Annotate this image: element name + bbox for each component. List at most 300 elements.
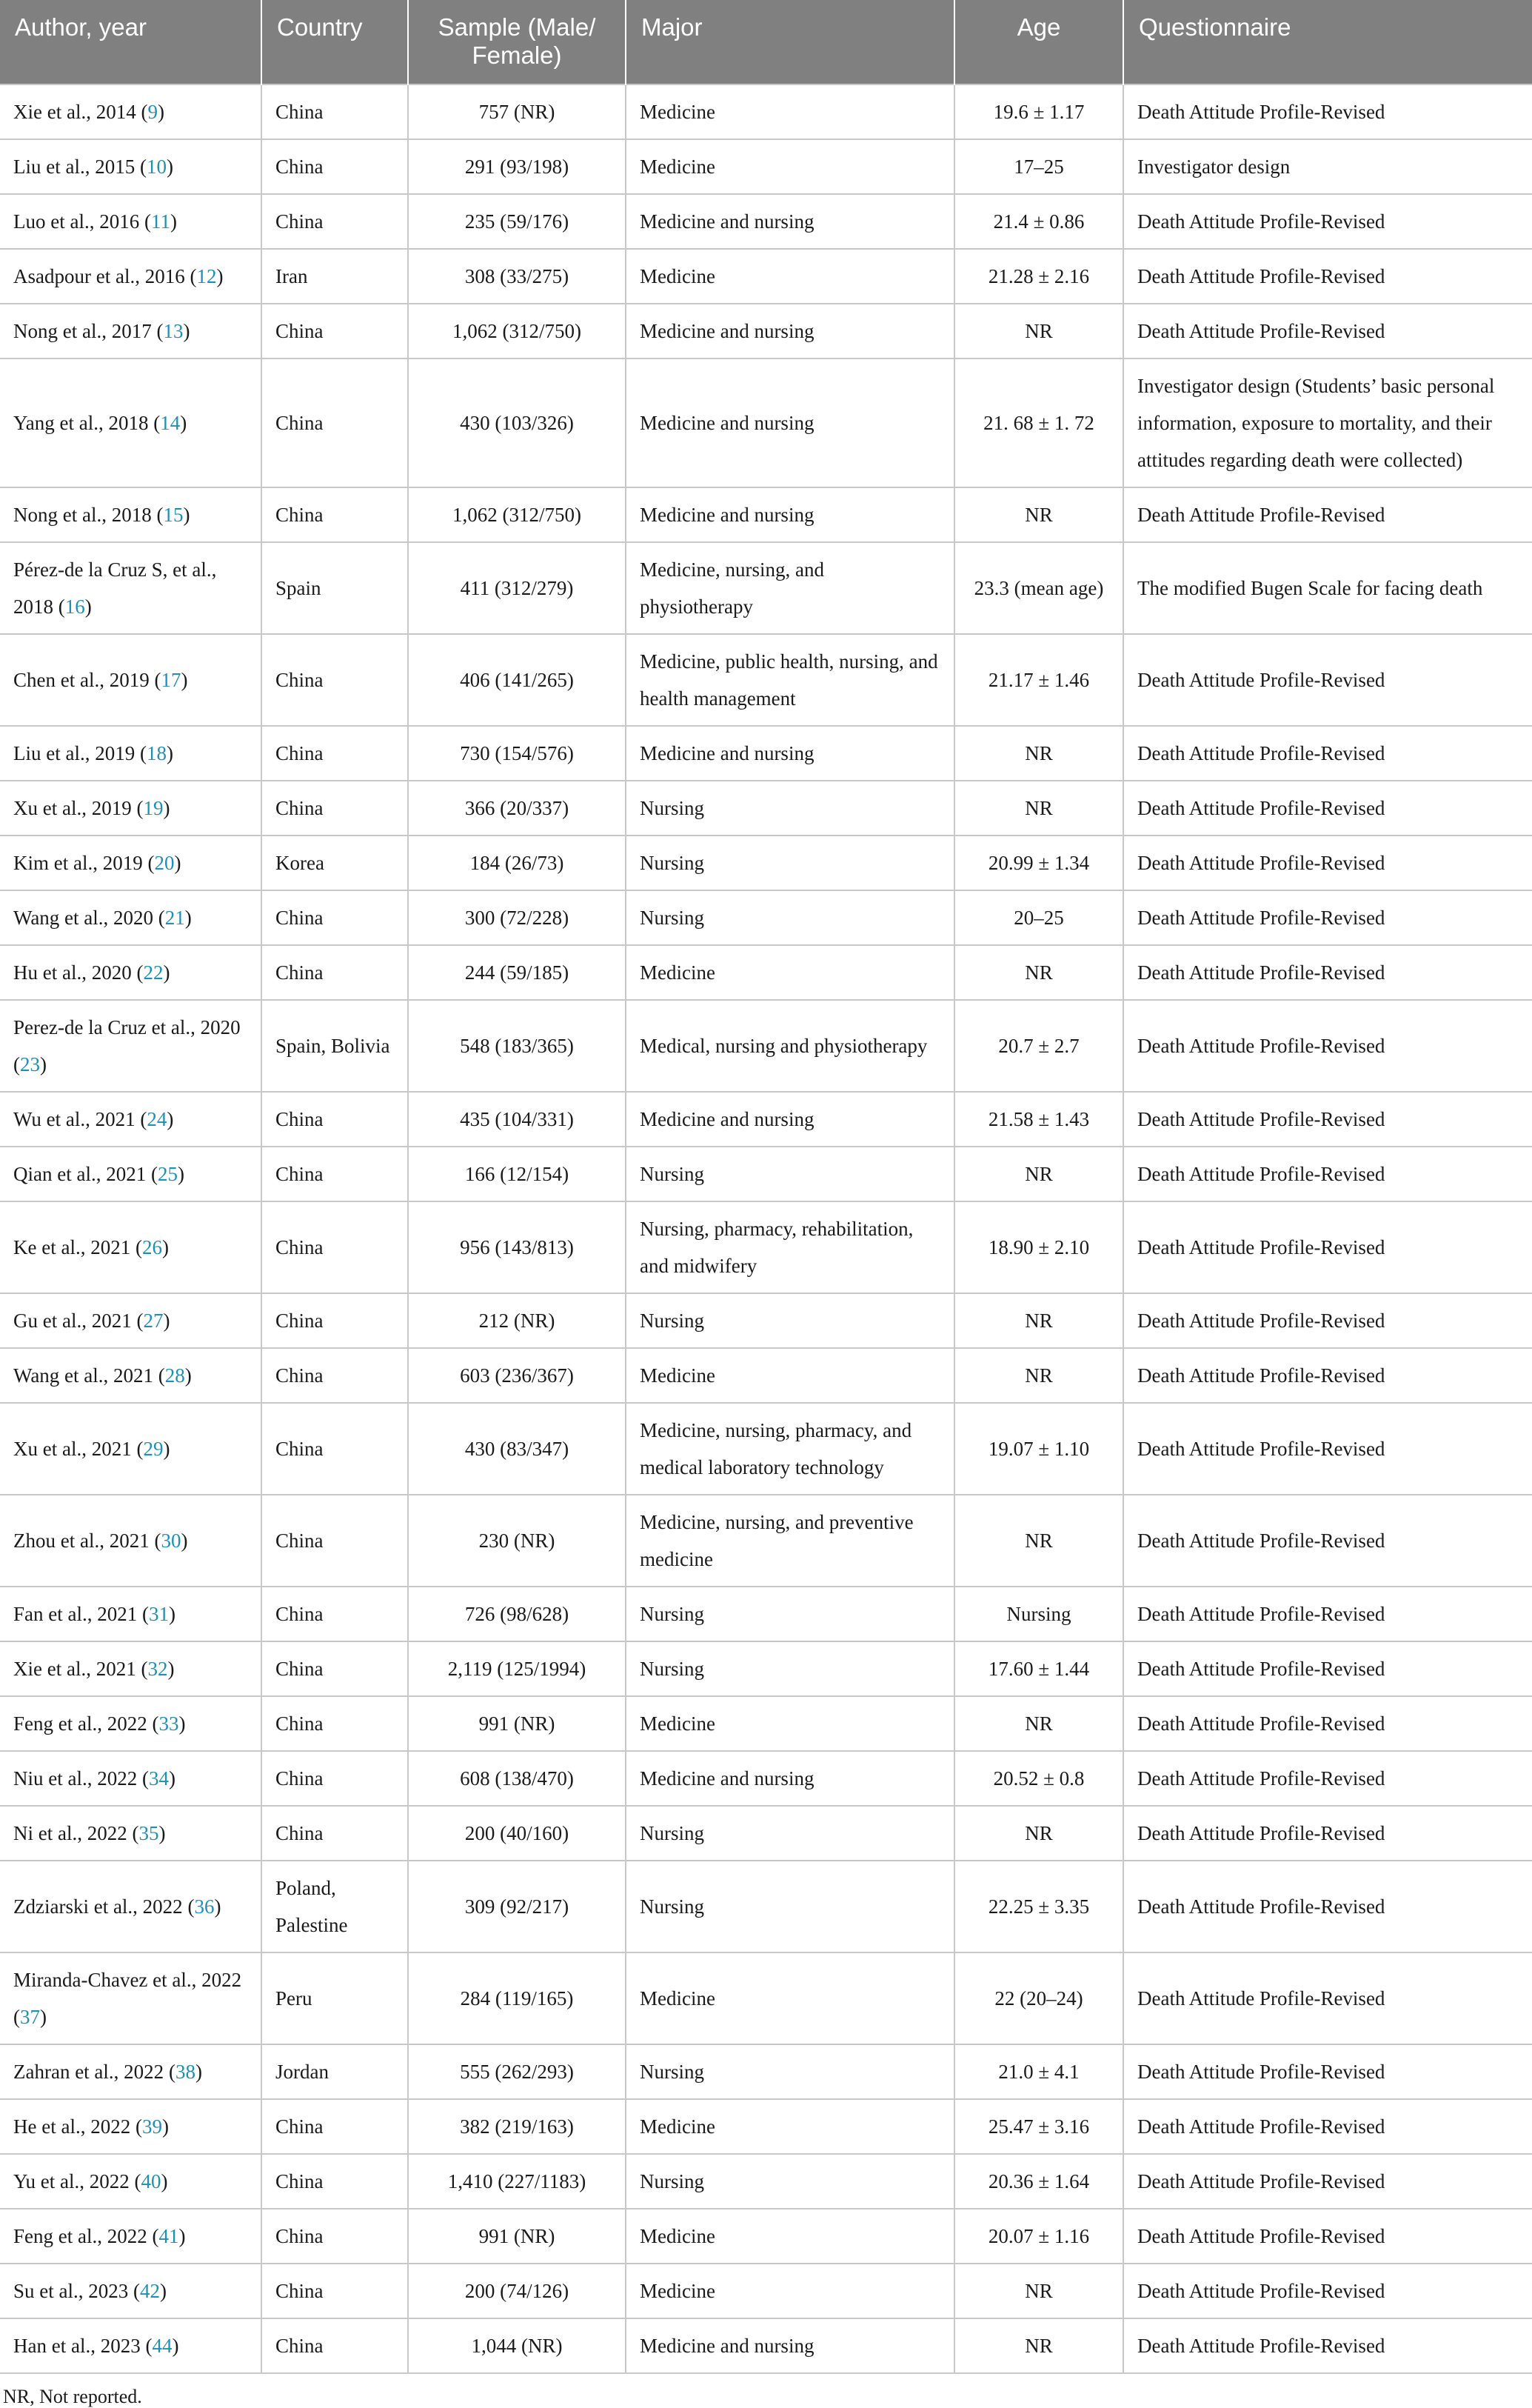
cell-country: China	[261, 2099, 408, 2154]
cell-country: China	[261, 2154, 408, 2209]
cell-age: Nursing	[954, 1587, 1123, 1641]
cell-major: Medicine and nursing	[626, 1092, 954, 1147]
cell-author-year: Luo et al., 2016 (11)	[0, 194, 261, 249]
cell-country: Peru	[261, 1952, 408, 2044]
reference-link[interactable]: 29	[143, 1438, 164, 1460]
cell-major: Nursing	[626, 1587, 954, 1641]
cell-sample: 230 (NR)	[408, 1495, 626, 1587]
cell-sample: 200 (74/126)	[408, 2264, 626, 2318]
table-row	[0, 487, 1532, 542]
cell-country: China	[261, 1806, 408, 1861]
cell-questionnaire: Death Attitude Profile-Revised	[1123, 634, 1532, 726]
author-text: Wang et al., 2020	[13, 907, 154, 929]
author-text: Liu et al., 2015	[13, 156, 136, 178]
table-row	[0, 1201, 1532, 1293]
cell-questionnaire: Death Attitude Profile-Revised	[1123, 249, 1532, 304]
cell-author-year: Liu et al., 2019 (18)	[0, 726, 261, 781]
reference-link[interactable]: 24	[147, 1108, 167, 1130]
table-row	[0, 836, 1532, 890]
cell-major: Medicine	[626, 2209, 954, 2264]
reference-link[interactable]: 9	[147, 101, 158, 123]
table-row	[0, 1348, 1532, 1403]
header-major: Major	[626, 0, 954, 84]
cell-author-year: Xu et al., 2021 (29)	[0, 1403, 261, 1495]
author-text: Niu et al., 2022	[13, 1767, 138, 1790]
cell-age: NR	[954, 2264, 1123, 2318]
cell-country: China	[261, 1696, 408, 1751]
cell-country: Korea	[261, 836, 408, 890]
author-text: Zdziarski et al., 2022	[13, 1895, 183, 1918]
cell-age: 18.90 ± 2.10	[954, 1201, 1123, 1293]
cell-questionnaire: Death Attitude Profile-Revised	[1123, 1092, 1532, 1147]
cell-author-year: Ni et al., 2022 (35)	[0, 1806, 261, 1861]
cell-age: NR	[954, 1696, 1123, 1751]
table-row	[0, 542, 1532, 634]
table-row	[0, 1147, 1532, 1201]
cell-sample: 366 (20/337)	[408, 781, 626, 836]
reference-link[interactable]: 37	[20, 2006, 40, 2028]
author-text: Asadpour et al., 2016	[13, 265, 185, 287]
table-row	[0, 358, 1532, 487]
cell-sample: 166 (12/154)	[408, 1147, 626, 1201]
cell-author-year: Feng et al., 2022 (41)	[0, 2209, 261, 2264]
cell-author-year: Pérez-de la Cruz S, et al., 2018 (16)	[0, 542, 261, 634]
cell-major: Medicine	[626, 2264, 954, 2318]
cell-country: China	[261, 2209, 408, 2264]
cell-questionnaire: Death Attitude Profile-Revised	[1123, 1587, 1532, 1641]
cell-author-year: Liu et al., 2015 (10)	[0, 139, 261, 194]
cell-questionnaire: Death Attitude Profile-Revised	[1123, 836, 1532, 890]
header-questionnaire: Questionnaire	[1123, 0, 1532, 84]
reference-link[interactable]: 14	[160, 412, 181, 434]
cell-major: Medicine and nursing	[626, 358, 954, 487]
cell-sample: 1,062 (312/750)	[408, 304, 626, 358]
cell-age: 22 (20–24)	[954, 1952, 1123, 2044]
cell-questionnaire: Death Attitude Profile-Revised	[1123, 2154, 1532, 2209]
cell-country: China	[261, 1201, 408, 1293]
cell-country: China	[261, 1495, 408, 1587]
cell-country: China	[261, 890, 408, 945]
cell-major: Medicine and nursing	[626, 1751, 954, 1806]
table-row	[0, 2154, 1532, 2209]
reference-link[interactable]: 13	[163, 320, 184, 342]
table-row	[0, 1806, 1532, 1861]
cell-questionnaire: Death Attitude Profile-Revised	[1123, 194, 1532, 249]
table-row	[0, 781, 1532, 836]
cell-major: Nursing	[626, 1641, 954, 1696]
author-text: Nong et al., 2017	[13, 320, 152, 342]
cell-major: Medicine	[626, 249, 954, 304]
cell-sample: 2,119 (125/1994)	[408, 1641, 626, 1696]
cell-age: 19.6 ± 1.17	[954, 84, 1123, 139]
author-text: Gu et al., 2021	[13, 1310, 132, 1332]
cell-country: China	[261, 1751, 408, 1806]
cell-questionnaire: Death Attitude Profile-Revised	[1123, 726, 1532, 781]
reference-link[interactable]: 23	[20, 1053, 40, 1075]
reference-link[interactable]: 25	[157, 1163, 178, 1185]
header-country: Country	[261, 0, 408, 84]
header-sample	[408, 0, 626, 84]
cell-major: Nursing	[626, 2154, 954, 2209]
cell-major: Medicine	[626, 1696, 954, 1751]
cell-questionnaire: Death Attitude Profile-Revised	[1123, 1147, 1532, 1201]
cell-author-year: Chen et al., 2019 (17)	[0, 634, 261, 726]
cell-age: 21.4 ± 0.86	[954, 194, 1123, 249]
cell-sample: 406 (141/265)	[408, 634, 626, 726]
author-text: Xu et al., 2019	[13, 797, 132, 819]
cell-country: China	[261, 1403, 408, 1495]
cell-country: Spain	[261, 542, 408, 634]
cell-author-year: Xu et al., 2019 (19)	[0, 781, 261, 836]
cell-questionnaire: Death Attitude Profile-Revised	[1123, 2264, 1532, 2318]
author-text: Feng et al., 2022	[13, 1712, 147, 1735]
cell-age: 21.58 ± 1.43	[954, 1092, 1123, 1147]
author-text: Ni et al., 2022	[13, 1822, 127, 1844]
cell-questionnaire: Death Attitude Profile-Revised	[1123, 1806, 1532, 1861]
table-row	[0, 139, 1532, 194]
cell-age: NR	[954, 726, 1123, 781]
author-text: Zahran et al., 2022	[13, 2061, 164, 2083]
cell-author-year: He et al., 2022 (39)	[0, 2099, 261, 2154]
cell-country: Jordan	[261, 2044, 408, 2099]
cell-country: Iran	[261, 249, 408, 304]
cell-questionnaire: Death Attitude Profile-Revised	[1123, 781, 1532, 836]
cell-sample: 411 (312/279)	[408, 542, 626, 634]
cell-author-year: Yang et al., 2018 (14)	[0, 358, 261, 487]
cell-questionnaire: Death Attitude Profile-Revised	[1123, 1495, 1532, 1587]
cell-country: Poland, Palestine	[261, 1861, 408, 1952]
cell-sample: 555 (262/293)	[408, 2044, 626, 2099]
cell-age: NR	[954, 304, 1123, 358]
cell-sample: 991 (NR)	[408, 2209, 626, 2264]
cell-country: China	[261, 1092, 408, 1147]
cell-author-year: Wang et al., 2020 (21)	[0, 890, 261, 945]
cell-questionnaire: Investigator design	[1123, 139, 1532, 194]
cell-author-year: Zahran et al., 2022 (38)	[0, 2044, 261, 2099]
cell-author-year: Xie et al., 2021 (32)	[0, 1641, 261, 1696]
cell-major: Nursing	[626, 836, 954, 890]
table-row	[0, 1751, 1532, 1806]
reference-link[interactable]: 31	[148, 1603, 169, 1625]
cell-country: China	[261, 1587, 408, 1641]
cell-sample: 291 (93/198)	[408, 139, 626, 194]
author-text: Miranda-Chavez et al., 2022	[13, 1969, 242, 1991]
reference-link[interactable]: 30	[161, 1530, 181, 1552]
cell-age: 23.3 (mean age)	[954, 542, 1123, 634]
cell-age: 20.36 ± 1.64	[954, 2154, 1123, 2209]
cell-questionnaire: Death Attitude Profile-Revised	[1123, 1641, 1532, 1696]
cell-country: China	[261, 634, 408, 726]
cell-age: NR	[954, 1806, 1123, 1861]
cell-major: Medicine	[626, 1952, 954, 2044]
header-age: Age	[954, 0, 1123, 84]
cell-author-year: Asadpour et al., 2016 (12)	[0, 249, 261, 304]
table-body	[0, 84, 1532, 2373]
cell-questionnaire: Death Attitude Profile-Revised	[1123, 1861, 1532, 1952]
cell-age: NR	[954, 2318, 1123, 2373]
cell-sample: 435 (104/331)	[408, 1092, 626, 1147]
reference-link[interactable]: 38	[175, 2061, 195, 2083]
cell-sample: 991 (NR)	[408, 1696, 626, 1751]
cell-age: 20–25	[954, 890, 1123, 945]
author-text: Feng et al., 2022	[13, 2225, 147, 2247]
cell-country: China	[261, 358, 408, 487]
reference-link[interactable]: 34	[148, 1767, 169, 1790]
author-text: Xie et al., 2021	[13, 1658, 136, 1680]
reference-link[interactable]: 21	[164, 907, 185, 929]
author-text: Perez-de la Cruz et al., 2020	[13, 1016, 241, 1038]
cell-major: Nursing	[626, 1147, 954, 1201]
header-row	[0, 0, 1532, 84]
table-row	[0, 945, 1532, 1000]
reference-link[interactable]: 19	[143, 797, 164, 819]
cell-major: Medicine and nursing	[626, 726, 954, 781]
cell-questionnaire: Death Attitude Profile-Revised	[1123, 1348, 1532, 1403]
table-row	[0, 1092, 1532, 1147]
reference-link[interactable]: 28	[164, 1364, 185, 1387]
cell-age: 17.60 ± 1.44	[954, 1641, 1123, 1696]
cell-questionnaire: The modified Bugen Scale for facing death	[1123, 542, 1532, 634]
cell-questionnaire: Death Attitude Profile-Revised	[1123, 2318, 1532, 2373]
reference-link[interactable]: 27	[143, 1310, 164, 1332]
cell-country: China	[261, 726, 408, 781]
cell-questionnaire: Death Attitude Profile-Revised	[1123, 2099, 1532, 2154]
cell-age: 19.07 ± 1.10	[954, 1403, 1123, 1495]
reference-link[interactable]: 12	[196, 265, 217, 287]
table-row	[0, 1952, 1532, 2044]
table-row	[0, 1641, 1532, 1696]
table-footnote: NR, Not reported.	[3, 2386, 142, 2407]
cell-sample: 284 (119/165)	[408, 1952, 626, 2044]
cell-country: China	[261, 304, 408, 358]
cell-age: NR	[954, 781, 1123, 836]
cell-sample: 1,062 (312/750)	[408, 487, 626, 542]
cell-author-year: Fan et al., 2021 (31)	[0, 1587, 261, 1641]
table-row	[0, 1403, 1532, 1495]
cell-sample: 184 (26/73)	[408, 836, 626, 890]
cell-major: Medicine	[626, 2099, 954, 2154]
author-text: Fan et al., 2021	[13, 1603, 138, 1625]
reference-link[interactable]: 16	[64, 596, 85, 618]
table-row	[0, 1293, 1532, 1348]
cell-major: Medicine and nursing	[626, 487, 954, 542]
cell-questionnaire: Death Attitude Profile-Revised	[1123, 487, 1532, 542]
cell-age: 17–25	[954, 139, 1123, 194]
cell-author-year: Qian et al., 2021 (25)	[0, 1147, 261, 1201]
cell-author-year: Su et al., 2023 (42)	[0, 2264, 261, 2318]
cell-major: Medicine and nursing	[626, 2318, 954, 2373]
cell-age: 21.0 ± 4.1	[954, 2044, 1123, 2099]
reference-link[interactable]: 20	[154, 852, 175, 874]
cell-sample: 548 (183/365)	[408, 1000, 626, 1092]
cell-sample: 603 (236/367)	[408, 1348, 626, 1403]
cell-major: Medicine	[626, 945, 954, 1000]
cell-author-year: Kim et al., 2019 (20)	[0, 836, 261, 890]
cell-country: China	[261, 781, 408, 836]
cell-major: Nursing, pharmacy, rehabilitation, and midwifery	[626, 1201, 954, 1293]
author-text: Pérez-de la Cruz S, et al., 2018	[13, 558, 217, 618]
cell-sample: 200 (40/160)	[408, 1806, 626, 1861]
table-header	[0, 0, 1532, 84]
reference-link[interactable]: 35	[138, 1822, 159, 1844]
cell-author-year: Hu et al., 2020 (22)	[0, 945, 261, 1000]
reference-link[interactable]: 41	[158, 2225, 179, 2247]
cell-country: China	[261, 1348, 408, 1403]
reference-link[interactable]: 32	[147, 1658, 168, 1680]
table-row	[0, 2264, 1532, 2318]
cell-author-year: Nong et al., 2017 (13)	[0, 304, 261, 358]
cell-major: Nursing	[626, 2044, 954, 2099]
cell-country: China	[261, 2318, 408, 2373]
author-text: He et al., 2022	[13, 2115, 131, 2138]
cell-age: 20.52 ± 0.8	[954, 1751, 1123, 1806]
author-text: Ke et al., 2021	[13, 1236, 131, 1258]
table-row	[0, 890, 1532, 945]
cell-author-year: Miranda-Chavez et al., 2022 (37)	[0, 1952, 261, 2044]
cell-questionnaire: Death Attitude Profile-Revised	[1123, 945, 1532, 1000]
author-text: Wang et al., 2021	[13, 1364, 154, 1387]
cell-age: NR	[954, 1348, 1123, 1403]
cell-major: Medicine and nursing	[626, 194, 954, 249]
cell-country: China	[261, 1293, 408, 1348]
cell-major: Medicine, nursing, pharmacy, and medical laboratory technology	[626, 1403, 954, 1495]
cell-author-year: Ke et al., 2021 (26)	[0, 1201, 261, 1293]
cell-questionnaire: Death Attitude Profile-Revised	[1123, 890, 1532, 945]
cell-questionnaire: Death Attitude Profile-Revised	[1123, 84, 1532, 139]
reference-link[interactable]: 26	[141, 1236, 162, 1258]
author-text: Yang et al., 2018	[13, 412, 149, 434]
author-text: Kim et al., 2019	[13, 852, 143, 874]
cell-major: Medicine, nursing, and physiotherapy	[626, 542, 954, 634]
table-row	[0, 1861, 1532, 1952]
cell-author-year: Gu et al., 2021 (27)	[0, 1293, 261, 1348]
cell-author-year: Wu et al., 2021 (24)	[0, 1092, 261, 1147]
cell-major: Medicine	[626, 1348, 954, 1403]
author-text: Xu et al., 2021	[13, 1438, 132, 1460]
cell-age: NR	[954, 945, 1123, 1000]
cell-sample: 757 (NR)	[408, 84, 626, 139]
table-row	[0, 194, 1532, 249]
reference-link[interactable]: 33	[158, 1712, 179, 1735]
reference-link[interactable]: 39	[141, 2115, 162, 2138]
table-row	[0, 1696, 1532, 1751]
cell-major: Nursing	[626, 781, 954, 836]
author-text: Luo et al., 2016	[13, 210, 140, 233]
table-row	[0, 634, 1532, 726]
cell-questionnaire: Death Attitude Profile-Revised	[1123, 1751, 1532, 1806]
cell-major: Nursing	[626, 890, 954, 945]
cell-author-year: Nong et al., 2018 (15)	[0, 487, 261, 542]
cell-age: 21.28 ± 2.16	[954, 249, 1123, 304]
cell-major: Medicine	[626, 139, 954, 194]
cell-age: NR	[954, 487, 1123, 542]
reference-link[interactable]: 42	[140, 2280, 160, 2302]
reference-link[interactable]: 10	[146, 156, 167, 178]
cell-author-year: Perez-de la Cruz et al., 2020 (23)	[0, 1000, 261, 1092]
header-sample-label: Sample (Male/ Female)	[438, 13, 596, 69]
table-row	[0, 2318, 1532, 2373]
cell-country: Spain, Bolivia	[261, 1000, 408, 1092]
cell-author-year: Feng et al., 2022 (33)	[0, 1696, 261, 1751]
cell-country: China	[261, 1641, 408, 1696]
cell-sample: 308 (33/275)	[408, 249, 626, 304]
table-row	[0, 84, 1532, 139]
table-row	[0, 304, 1532, 358]
cell-age: 20.07 ± 1.16	[954, 2209, 1123, 2264]
author-text: Chen et al., 2019	[13, 669, 150, 691]
reference-link[interactable]: 18	[146, 742, 167, 764]
cell-sample: 212 (NR)	[408, 1293, 626, 1348]
cell-questionnaire: Death Attitude Profile-Revised	[1123, 304, 1532, 358]
cell-age: NR	[954, 1495, 1123, 1587]
author-text: Zhou et al., 2021	[13, 1530, 150, 1552]
cell-questionnaire: Death Attitude Profile-Revised	[1123, 1952, 1532, 2044]
cell-major: Medicine	[626, 84, 954, 139]
table-row	[0, 249, 1532, 304]
reference-link[interactable]: 11	[150, 210, 170, 233]
cell-country: China	[261, 945, 408, 1000]
cell-age: NR	[954, 1293, 1123, 1348]
table-row	[0, 1000, 1532, 1092]
reference-link[interactable]: 22	[143, 961, 164, 984]
cell-age: 21.17 ± 1.46	[954, 634, 1123, 726]
reference-link[interactable]: 17	[161, 669, 181, 691]
cell-major: Nursing	[626, 1806, 954, 1861]
author-text: Xie et al., 2014	[13, 101, 136, 123]
cell-age: NR	[954, 1147, 1123, 1201]
author-text: Han et al., 2023	[13, 2335, 141, 2357]
cell-major: Nursing	[626, 1861, 954, 1952]
author-text: Qian et al., 2021	[13, 1163, 147, 1185]
table-row	[0, 726, 1532, 781]
cell-age: 20.99 ± 1.34	[954, 836, 1123, 890]
cell-questionnaire: Death Attitude Profile-Revised	[1123, 1201, 1532, 1293]
cell-author-year: Zdziarski et al., 2022 (36)	[0, 1861, 261, 1952]
cell-age: 25.47 ± 3.16	[954, 2099, 1123, 2154]
reference-link[interactable]: 40	[141, 2170, 161, 2192]
author-text: Wu et al., 2021	[13, 1108, 136, 1130]
cell-major: Medicine and nursing	[626, 304, 954, 358]
cell-country: China	[261, 84, 408, 139]
cell-major: Medicine, public health, nursing, and health management	[626, 634, 954, 726]
cell-questionnaire: Investigator design (Students’ basic personal information, exposure to mortality, and their attitudes regarding death were collected)	[1123, 358, 1532, 487]
cell-author-year: Xie et al., 2014 (9)	[0, 84, 261, 139]
cell-sample: 956 (143/813)	[408, 1201, 626, 1293]
reference-link[interactable]: 36	[194, 1895, 215, 1918]
cell-sample: 430 (83/347)	[408, 1403, 626, 1495]
reference-link[interactable]: 44	[152, 2335, 173, 2357]
cell-sample: 1,410 (227/1183)	[408, 2154, 626, 2209]
table-row	[0, 1587, 1532, 1641]
author-text: Yu et al., 2022	[13, 2170, 130, 2192]
cell-sample: 1,044 (NR)	[408, 2318, 626, 2373]
cell-major: Medical, nursing and physiotherapy	[626, 1000, 954, 1092]
cell-country: China	[261, 139, 408, 194]
cell-country: China	[261, 487, 408, 542]
cell-questionnaire: Death Attitude Profile-Revised	[1123, 2209, 1532, 2264]
cell-questionnaire: Death Attitude Profile-Revised	[1123, 1403, 1532, 1495]
reference-link[interactable]: 15	[163, 504, 184, 526]
cell-major: Nursing	[626, 1293, 954, 1348]
cell-author-year: Zhou et al., 2021 (30)	[0, 1495, 261, 1587]
header-author-year: Author, year	[0, 0, 261, 84]
cell-sample: 726 (98/628)	[408, 1587, 626, 1641]
author-text: Su et al., 2023	[13, 2280, 129, 2302]
cell-country: China	[261, 1147, 408, 1201]
table-row	[0, 2209, 1532, 2264]
cell-age: 20.7 ± 2.7	[954, 1000, 1123, 1092]
table-row	[0, 2099, 1532, 2154]
